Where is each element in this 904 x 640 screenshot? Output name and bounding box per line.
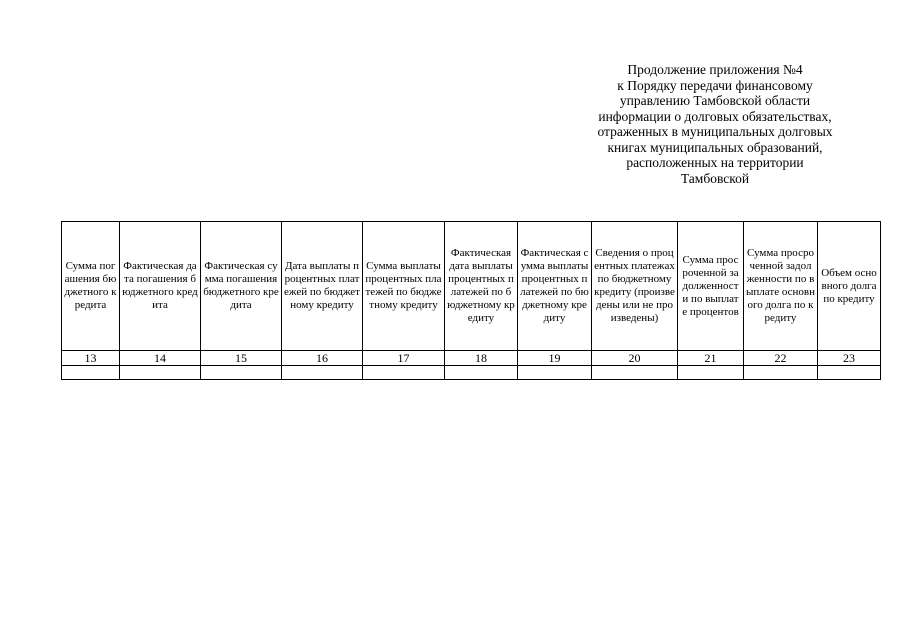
- header-line: отраженных в муниципальных долговых: [597, 124, 833, 139]
- header-line: управлению Тамбовской области: [619, 93, 811, 108]
- column-header-18: Фактическая дата выплаты процентных платежей по бюджетному кредиту: [445, 222, 518, 351]
- empty-cell: [363, 366, 445, 380]
- column-header-14: Фактическая дата погашения бюджетного кредита: [120, 222, 201, 351]
- column-number: 16: [282, 351, 363, 366]
- debt-table: [61, 221, 881, 380]
- column-number: 22: [744, 351, 818, 366]
- column-number: 17: [363, 351, 445, 366]
- column-header-21: Сумма просроченной задолженности по выплате процентов: [678, 222, 744, 351]
- column-number: 21: [678, 351, 744, 366]
- column-header-22: Сумма просроченной задолженности по выплате основного долга по кредиту: [744, 222, 818, 351]
- empty-cell: [518, 366, 592, 380]
- column-number: 20: [592, 351, 678, 366]
- column-header-17: Сумма выплаты процентных платежей по бюджетному кредиту: [363, 222, 445, 351]
- empty-cell: [818, 366, 881, 380]
- empty-cell: [201, 366, 282, 380]
- column-header-16: Дата выплаты процентных платежей по бюджетному кредиту: [282, 222, 363, 351]
- column-header-19: Фактическая сумма выплаты процентных платежей по бюджетному кредиту: [518, 222, 592, 351]
- table-row: [62, 366, 881, 380]
- empty-cell: [120, 366, 201, 380]
- header-line: Тамбовской: [680, 170, 750, 186]
- header-line: к Порядку передачи финансовому: [617, 77, 813, 93]
- column-number-row: [62, 351, 881, 366]
- column-header-13: Сумма погашения бюджетного кредита: [62, 222, 120, 351]
- column-header-15: Фактическая сумма погашения бюджетного кредита: [201, 222, 282, 351]
- column-number: 15: [201, 351, 282, 366]
- appendix-header: [560, 62, 870, 186]
- empty-cell: [592, 366, 678, 380]
- column-number: 14: [120, 351, 201, 366]
- header-row: [62, 222, 881, 351]
- header-line: Продолжение приложения №4: [627, 62, 803, 77]
- empty-cell: [744, 366, 818, 380]
- column-header-20: Сведения о процентных платежах по бюджетному кредиту (произведены или не произведены): [592, 222, 678, 351]
- column-number: 23: [818, 351, 881, 366]
- column-header-23: Объем основного долга по кредиту: [818, 222, 881, 351]
- column-number: 18: [445, 351, 518, 366]
- column-number: 19: [518, 351, 592, 366]
- empty-cell: [282, 366, 363, 380]
- empty-cell: [62, 366, 120, 380]
- empty-cell: [678, 366, 744, 380]
- header-line: расположенных на территории: [626, 155, 804, 170]
- empty-cell: [445, 366, 518, 380]
- header-line: информации о долговых обязательствах,: [598, 108, 832, 124]
- header-line: книгах муниципальных образований,: [607, 139, 823, 155]
- column-number: 13: [62, 351, 120, 366]
